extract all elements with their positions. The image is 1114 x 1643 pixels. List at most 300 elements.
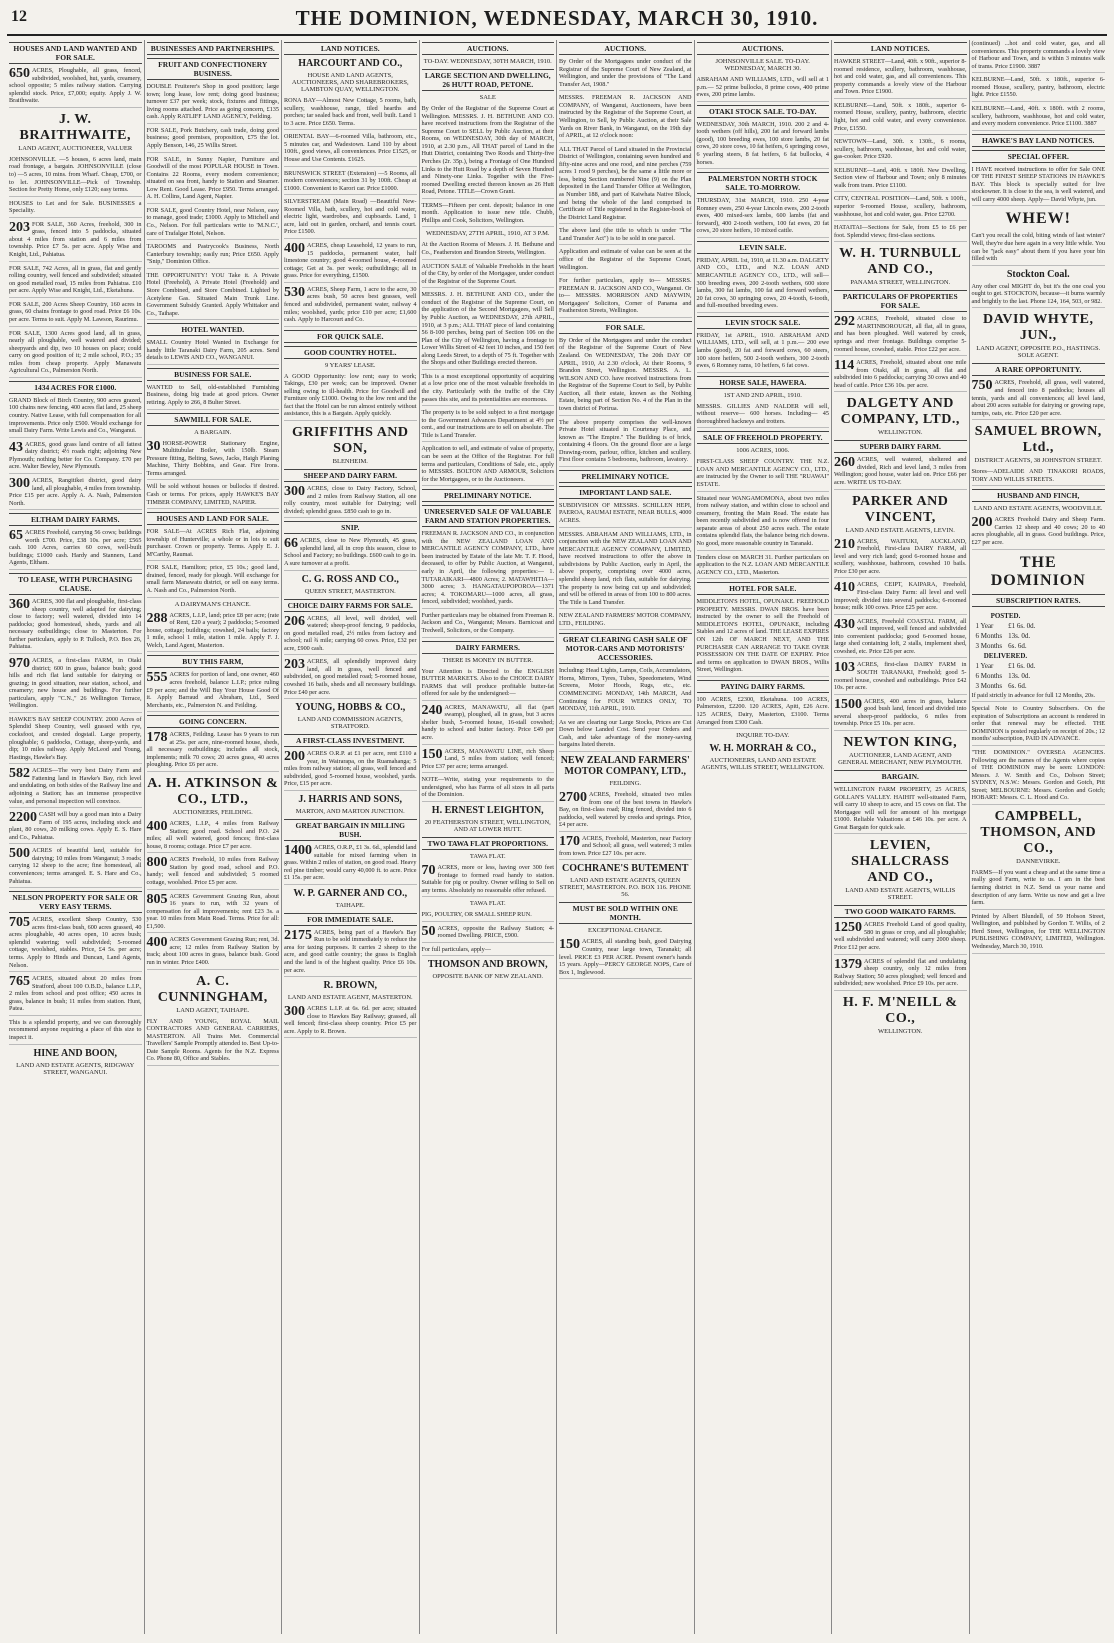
ad-text: FOR SALE, in Sunny Napier, Furniture and Goodwill of the most POPULAR HOUSE in Town. Contains 22 Rooms, every modern convenience; situated on sea front, handy to Station and Steamer. Low Rent. Good Lease. Price £950. Terms arranged. A. H. Collins, Land Agent, Napier. [146, 155, 279, 201]
column-1 [7, 40, 145, 1634]
ad-text: ALL THAT Parcel of Land situated in the Provincial District of Wellington, containing seven hundred and fifty-nine acres and one rood, and nine perches (759 acres 1 rood 9 perches), be the same a little more or less, being Section numbered Nine (9) on the Plan deposited in the Land Transfer Office at Wellington, as Number 188, and part of Kaiwhata Native Block, and being the whole of the land comprised in Certificate of Title registered in the Register-book of the District Land Registrar. [559, 145, 692, 221]
ad-text: 1ST AND 2ND APRIL, 1910. [723, 391, 802, 399]
ad-text: FOR SALE—At ACRES Rich Flat, adjoining township of Hunterville; a whole or in lots to suit purchaser. Crown or property. Terms. Apply E. J. M'Carthy, Raumai. [146, 528, 279, 558]
ad-text: ACRES, Freehold, Masterton, near Factory and School; all grass, well watered; 3 miles from town. Price £27 10s. per acre. [559, 834, 692, 857]
advertiser-subline [834, 429, 967, 436]
advertiser-name [972, 312, 1106, 344]
classified-ad [422, 241, 555, 259]
ad-text: FOR SALE, 742 Acres, all in grass, flat and gently rolling country, well fenced and subdivided; situated on good metalled road, 15 miles from Pahiatua. £10 per acre. Apply Wise and Knight, Ltd., Eketahuna. [9, 264, 142, 295]
classified-ad [9, 67, 142, 108]
ad-text: ACRES, WAITUKI, AUCKLAND, Freehold, First-class DAIRY FARM, all level and very rich land; good 6-roomed house and scullery, washhouse, bathroom, cowshed 10 bails. Price £30 per acre. [834, 537, 967, 575]
ad-text: Can't you recall the cold, biting winds of last winter? Well, they're due here again in a very little while. You can be "jack easy" about them if you have your bin filled with [971, 232, 1105, 263]
classified-ad [422, 925, 555, 943]
ad-text: HARCOURT AND CO., [298, 58, 403, 69]
ad-text: 100 ACRES, £2300, Eketahuna. 100 ACRES, Palmerston, £2200. 120 ACRES, Apiti, £26 Acre. 125 ACRES, Dairy, Masterton, £3100. Terms Arranged from £300 Cash. [696, 695, 829, 726]
advertiser-subline [422, 230, 555, 237]
ad-text: SNIP. [341, 523, 360, 533]
advertiser-name [972, 809, 1106, 857]
ad-text: TAROOMS and Pastrycook's Business, North Canterbury township; easily run; Price £650. Apply "Snip," Dominion Office. [146, 243, 279, 266]
advertiser-subline [834, 279, 967, 286]
classified-ad [284, 286, 417, 327]
classified-ad [9, 397, 142, 438]
ad-text: 1434 ACRES FOR £1000. [34, 382, 117, 392]
ad-lead-number: 500 [9, 846, 30, 862]
ad-text: HORSE-POWER Stationary Engine, Multitubular Boiler, with 150lb. Steam Pressure fitting, Belting, Saws, Jacks, Haigh Planing Machine, Thirty Bobbins, and Gear. Fire Irons. Terms arranged. [146, 439, 279, 477]
ad-text: FARMS—If you want a cheap and at the same time a really good Farm, write to us. I am in the best farming district in N.Z. Send us your name and description of any farm. Write us now and get a live farm. [971, 868, 1105, 907]
ad-lead-number: 2700 [559, 789, 587, 805]
ad-text: AUCTION SALE of Valuable Freeholds in the heart of the City, by order of the Mortgagee, under conduct of the Registrar of the Supreme Court. [421, 262, 554, 285]
ad-lead-number: 292 [834, 314, 855, 330]
ad-text: ACRES L.I.P. at 6s. 6d. per acre; situated close to Hawkes Bay Railway; grassed, all well fenced; first-class sheep country. Price £5 per acre. Apply to R. Brown. [284, 1005, 417, 1035]
ad-lead-number: 210 [834, 536, 855, 552]
ad-text: J. HARRIS AND SONS, [298, 793, 403, 805]
section-heading [972, 363, 1106, 376]
classified-ad [284, 373, 417, 421]
ad-text: Including: Head Lights, Lamps, Coils, Accumulators, Horns, Mirrors, Tyres, Tubes, Speedometers, Wind Screens, Motor Hoods, Rugs, etc., etc. COMMENCING MONDAY, 14th MARCH, And Continuing for FOUR WEEKS ONLY, TO MONDAY, 11th APRIL, 1910. [559, 667, 692, 713]
ad-text: ACRES, L.I.P., land; price £8 per acre; (rate of Rent, £20 a year); 2 paddocks; 5-roomed house, cottage; buildings; cowshed, 24 bails; factory 1 mile, school 1 mile, station 1 mile. Apply F. J. Welch, Land Agent, Masterton. [146, 611, 279, 649]
advertiser-subline [284, 362, 417, 369]
ad-text: ELTHAM DAIRY FARMS. [31, 515, 120, 525]
ad-text: FEILDING. [609, 779, 642, 787]
classified-ad [559, 938, 692, 979]
advertiser-name [422, 959, 555, 970]
ad-text: ACRES, Freehold, situated two miles from one of the best towns in Hawke's Bay, on first-class road; Ring fenced, divided into 6 paddocks, well watered by creeks and springs. Price, £4 per acre. [559, 790, 692, 829]
ad-text: MIDDLETON'S HOTEL, OPUNAKE. FREEHOLD PROPERTY. MESSRS. DWAN BROS. have been instructed by the owner to sell the Freehold of MIDDLETON'S HOTEL, OPUNAKE, including Stables and 12 acres of land. THE LEASE EXPIRES ON 12th OF MARCH NEXT, AND THE PURCHASER CAN ARRANGE TO TAKE OVER POSSESSION ON THE DATE OF EXPIRY. Price and terms on application to DWAN BROS., Willis Street, Wellington. [696, 598, 829, 674]
ad-text: A. C. CUNNINGHAM, [157, 973, 268, 1005]
ad-text: LAND AND ESTATE AGENTS, WILLIS STREET. [845, 887, 956, 902]
ad-text: LEVIEN, SHALLCRASS AND CO., [851, 838, 950, 886]
classified-ad [834, 195, 967, 221]
ad-lead-number: 1400 [284, 842, 312, 858]
classified-ad [9, 657, 142, 713]
ad-text: GOING CONCERN. [178, 717, 247, 727]
ad-text: ACRES, Freehold COASTAL FARM, all well improved, well fenced and subdivided into convenient paddocks; good 6-roomed house, large shed containing loft, 2 stalls, implement shed, cowshed, etc. Price £26 per acre. [834, 617, 967, 655]
classified-ad [559, 277, 692, 318]
ad-text: PARKER AND VINCENT, [852, 493, 949, 525]
classified-ad [834, 456, 967, 489]
ad-text: At the Auction Rooms of Messrs. J. H. Bethune and Co., Featherston and Brandon Streets, Wellington. [421, 241, 554, 256]
ad-lead-number: 114 [834, 358, 855, 374]
classified-ad [697, 554, 830, 580]
ad-text: FOR SALE, 1300 Acres good land, all in grass, nearly all ploughable, well watered and divided; sheepyards and dip, two 10 houses on place; could carry on good position of it; 2 mile school, P.O.; 35 miles from cheap property. Apply Manawatu Agricultural Co., Palmerston North. [9, 329, 142, 375]
section-heading [284, 469, 417, 482]
ad-text: AUCTIONEER, LAND AGENT, AND GENERAL MERCHANT, NEW PLYMOUTH. [838, 751, 963, 766]
section-heading [697, 431, 830, 444]
ad-text: OPPOSITE BANK OF NEW ZEALAND. [432, 973, 544, 981]
classified-ad [697, 197, 830, 238]
ad-text: BLENHEIM. [332, 458, 368, 465]
ad-text: ABRAHAM AND WILLIAMS, LTD., will sell at 1 p.m.— 52 prime bullocks, 8 prime cows, 400 prime ewes, 200 prime lambs. [696, 76, 829, 99]
classified-ad [9, 156, 142, 197]
classified-ad [972, 468, 1106, 486]
ad-lead-number: 300 [9, 475, 30, 491]
classified-ad [559, 248, 692, 274]
classified-ad [697, 598, 830, 677]
classified-ad [284, 929, 417, 977]
ad-lead-number: 206 [284, 613, 305, 629]
classified-ad [9, 200, 142, 218]
column-2 [145, 40, 283, 1634]
ad-lead-number: 2200 [9, 810, 37, 826]
classified-ad [559, 791, 692, 832]
ad-lead-number: 70 [421, 862, 436, 878]
ad-text: LAND AGENT, TAIHAPE. [176, 1006, 250, 1014]
section-heading [697, 105, 830, 118]
ad-text: TAWA FLAT. [469, 900, 506, 908]
ad-text: AUCTIONEERS, LAND AND ESTATE AGENTS, WILLIS STREET, WELLINGTON. [701, 757, 825, 772]
advertiser-name [9, 1048, 142, 1059]
ad-lead-number: 750 [971, 378, 993, 394]
classified-ad [284, 198, 417, 239]
ad-text: LAND AND ESTATE AGENT, MASTERTON. [287, 994, 413, 1002]
ad-text: FRIDAY, APRIL 1st, 1910, at 11.30 a.m. DALGETY AND CO., LTD., and N.Z. LOAN AND MERCANTILE AGENCY CO., LTD., will sell— 300 breeding ewes, 200 2-tooth wethers, 600 store lambs, 300 fat lambs, 100 fat and forward wethers, 20 fat cows, 30 springing cows, 20 4-tooth, 6-tooth, and full-mouthed breeding ewes. [696, 256, 829, 310]
ad-text: ACRES, good grass land centre of all fattest dairy district; 4½ roads right; adjoining New Plymouth; nothing better for Co. Company. £70 per acre. Walter Bewley, New Plymouth. [9, 440, 142, 471]
ad-lead-number: 150 [421, 746, 443, 762]
section-heading [9, 513, 142, 526]
ad-text: (continued) ...hot and cold water, gas, and all conveniences. This property commands a lovely view of Harbour and Town, and is within 3 minutes walk of trams. Price £1900. 3887 [971, 40, 1105, 70]
advertiser-name [284, 574, 417, 585]
section-heading [9, 381, 142, 394]
ad-text: WEDNESDAY, 30th MARCH, 1910. 200 2 and 4-tooth wethers (off hills), 200 fat and forward lambs (good), 100 breeding ewes, 100 store lambs, 20 fat cows, 20 store cows, 10 fat heifers, 6 springing cows, 6 yearling steers, 8 fat heifers, 6 fat bullocks, 4 horses. [696, 120, 829, 166]
classified-ad [147, 528, 280, 561]
ad-text: ACRES, Feilding. Lease has 9 years to run at 25s. per acre, nine-roomed house, sheds, all necessary outbuildings; includes all stock, implements; milk 70 cows; 20 acres grass, 40 acres ploughing. Price £6 per acre. [146, 731, 279, 769]
advertiser-subline [9, 145, 142, 152]
classified-ad [9, 265, 142, 298]
classified-ad [422, 530, 555, 609]
rates-cell: £1 6s. 0d. [1008, 621, 1036, 630]
ad-text: KELBURNE—Land, 50ft. x 180ft., superior 6-roomed House, scullery, pantry, bathroom, electric light. Price £1550. [971, 76, 1105, 99]
advertiser-subline [559, 877, 692, 898]
advertiser-subline [697, 58, 830, 72]
ad-text: THOMSON AND BROWN, [427, 959, 548, 971]
ad-text: HOUSES AND LAND FOR SALE. [156, 514, 269, 524]
ad-text: A GOOD Opportunity: low rent; easy to work; Takings, £30 per week; can be improved. Owner selling owing to ill-health. Price for Goodwill and Furniture only £1000. Owing to the low rent and the fact that the Hotel can be run almost entirely without assistance, this is a Bargain. Apply quickly. [284, 372, 417, 418]
ad-text: Stores—ADELAIDE AND TINAKORI ROADS, TORY AND WILLIS STREETS. [971, 468, 1105, 483]
ad-text: ACRES, L.I.P., 4 miles from Railway Station; good road. School and P.O. 24 miles; all well watered, good fences; first-class house, 8 rooms; cottage. Price £7 per acre. [146, 820, 279, 850]
ad-text: ACRES, all splendidly improved dairy land, all in grass, well fenced and subdivided, on good metalled road; 5-roomed house, cowshed 16 bails, sheds and all necessary buildings. Price £40 per acre. [284, 658, 417, 696]
section-heading [697, 42, 830, 55]
classified-ad [834, 58, 967, 99]
classified-ad [972, 913, 1106, 954]
ad-text: EXCEPTIONAL CHANCE. [587, 927, 663, 935]
advertiser-subline [834, 527, 967, 534]
ad-text: AUCTIONS. [467, 44, 509, 53]
ad-lead-number: 400 [146, 935, 168, 951]
ad-lead-number: 530 [284, 284, 305, 300]
ad-text: MUST BE SOLD WITHIN ONE MONTH. [572, 904, 678, 923]
advertiser-name [972, 269, 1106, 280]
section-heading [697, 582, 830, 595]
classified-ad [559, 337, 692, 416]
classified-ad [147, 243, 280, 269]
ad-text: FOR QUICK SALE. [317, 331, 384, 341]
section-heading [697, 172, 830, 194]
ad-lead-number: 203 [284, 657, 305, 673]
classified-ad [697, 76, 830, 102]
column-6 [695, 40, 833, 1634]
classified-ad [147, 671, 280, 712]
ad-text: HAWKE'S BAY SHEEP COUNTRY. 2000 Acres of Splendid Sheep Country, well grassed with rye, cocksfoot, and crested dogstail. Large property, ploughable; 6 paddocks, Cottage, sheep-yards, and dip; 10 miles railway. Apply McLeod and Young, Hastings, Hawke's Bay. [9, 715, 142, 761]
ad-text: FLY AND YOUNG, ROYAL MAIL CONTRACTORS AND GENERAL CARRIERS, MASTERTON. All Trains Met. Commercial Travellers' Sample Promptly attended to. Best Up-to-Date Sample Rooms. Agents for the N.Z. Express Co. Phone 80, Office and Stables. [146, 1017, 279, 1063]
ad-text: ACRES Government Grazing Run, about 16 years to run, with 32 years of compensation for all improvements; rent £23 3s. a year. 10 miles from Main Road. Terms. Price for all: £1,500. [146, 892, 279, 930]
ad-text: ACRES, MANAWATU, all flat (part swamp), ploughed, all in grass, but 3 acres shelter bush, 5-roomed house, 16-stall cowshed; handy to school and butter factory. Price £49 per acre. [421, 703, 554, 741]
ad-text: Application and estimate of value can be seen at the office of the Registrar of the Supreme Court, Wellington. [559, 248, 692, 271]
classified-ad [9, 221, 142, 262]
advertiser-name [9, 112, 142, 144]
ad-text: DALGETY AND COMPANY, LTD., [840, 396, 960, 428]
ad-text: ACRES, more or less, having over 300 feet frontage to formed road handy to station. Suitable for pig or poultry. Owner willing to Sell on any terms. Absolutely no reasonable offer refused. [421, 863, 554, 894]
ad-text: TO LEASE, WITH PURCHASING CLAUSE. [18, 575, 133, 593]
ad-text: SAWMILL FOR SALE. [174, 414, 252, 424]
rates-row [974, 612, 1038, 620]
classified-ad [147, 893, 280, 934]
subscription-rates-table [972, 610, 1040, 692]
classified-ad [147, 127, 280, 153]
ad-text: Your Attention is Directed to the ENGLISH BUTTER MARKETS. Also to the CHOICE DAIRY FARMS that will produce profitable butter-fat offered for sale by the undersigned:— [421, 667, 554, 698]
ad-text: OTAKI STOCK SALE. TO-DAY. [709, 106, 817, 116]
ad-text: HAWKE'S BAY LAND NOTICES. [982, 135, 1095, 145]
ad-text: LAND AND ESTATE AGENTS, WOODVILLE. [973, 505, 1103, 513]
classified-ad [284, 1005, 417, 1038]
ad-text: NELSON PROPERTY FOR SALE OR VERY EASY TERMS. [12, 893, 139, 912]
ad-text: This is a most exceptional opportunity of acquiring at a low price one of the most valuable freeholds in the city. Particularly with the traffic of the City passes this site, and its potentialities are enormous. [421, 372, 554, 403]
section-heading [834, 42, 967, 55]
ad-text: AUCTIONS. [604, 44, 646, 53]
ad-text: ACRES, cheap Leasehold, 12 years to run, 15 paddocks, permanent water, half limestone country; good 4-roomed house, 4-roomed cottage; Get at 3s. per week; outbuildings; all in grass. Price for everything, £1500. [284, 242, 417, 280]
advertiser-subline [284, 716, 417, 730]
ad-text: ACRES, Rangitikei district, good dairy land, all ploughable, 4 miles from township. Price £15 per acre. Apply A. A. Nash, Palmerston North. [9, 476, 142, 507]
column-5 [557, 40, 695, 1634]
section-heading [422, 489, 555, 502]
advertiser-name [284, 794, 417, 805]
ad-text: SUBSCRIPTION RATES. [996, 595, 1081, 605]
ad-text: ACRES, Ploughable, all grass, fenced, subdivided, woolshed, hut, yards, creamery, school opposite; 5 miles railway station. Carrying splendid stock. Price, £7,000; equity. Apply J. W. Braithwaite. [9, 67, 142, 105]
section-heading [284, 330, 417, 343]
classified-ad [422, 668, 555, 701]
ad-text: MESSRS. J. H. BETHUNE AND CO., under the conduct of the Registrar of the Supreme Court, on the application of the Second Mortgagees, will Sell by Public Auction, as WEDNESDAY, 27th APRIL, 1910, at 3 p.m.; ALL THAT piece of land containing 56 8-100 perches, being part of Section 106 on the Plan of the City of Wellington, having a frontage to Lower Willis Street of 42 feet 10 inches, and 150 feet along Leeds Street, to a depth of 75 ft. Together with the Shops and other Buildings erected thereon. [421, 291, 554, 367]
ad-text: PAYING DAIRY FARMS. [720, 681, 805, 691]
ad-lead-number: 66 [284, 536, 298, 552]
ad-text: PRELIMINARY NOTICE. [444, 491, 532, 501]
ad-text: LAND AGENT, AUCTIONEER, VALUER [18, 144, 133, 152]
ad-lead-number: 150 [559, 937, 580, 953]
ad-text: 9 YEARS' LEASE. [324, 361, 376, 369]
classified-ad [559, 531, 692, 610]
ad-text: HOTEL WANTED. [181, 325, 245, 335]
rates-cell: DELIVERED. [983, 651, 1028, 660]
ad-text: ACRES Freehold Dairy and Sheep Farm. Carries 12 sheep and 40 cows; 20 to 40 acres ploughable, all in grass. Good buildings. Price, £27 per acre. [971, 516, 1105, 546]
ad-text: SPECIAL OFFER. [1007, 151, 1069, 161]
rates-row [974, 642, 1038, 650]
classified-ad [559, 502, 692, 528]
ad-text: A DAIRYMAN'S CHANCE. [174, 600, 251, 608]
classified-ad [834, 315, 967, 356]
ad-lead-number: 200 [284, 749, 305, 765]
ad-text: GRIFFITHS AND SON, [291, 425, 409, 456]
ad-text: ACRES, first-class DAIRY FARM in SOUTH TARANAKI, Freehold; good 5-roomed house, cowshed and outbuildings. Price £42 10s. per acre. [834, 661, 967, 692]
advertiser-name [147, 776, 280, 808]
advertiser-subline [284, 72, 417, 93]
section-heading [422, 505, 555, 527]
classified-ad [559, 146, 692, 225]
ad-lead-number: 1379 [834, 956, 862, 972]
ad-text: ACRES Freehold Land of good quality, 580 in grass or crop, and all ploughable; well subdivided and watered; will carry 2000 sheep. Price £12 per acre. [834, 921, 967, 951]
advertiser-name [284, 702, 417, 713]
classified-ad [834, 958, 967, 991]
classified-ad [834, 661, 967, 694]
advertiser-subline [972, 345, 1106, 359]
classified-ad [972, 869, 1106, 910]
classified-ad [147, 1018, 280, 1066]
ad-text: ACRES for portion of land, one owner, 460 acres freehold, balance L.I.P.; price ruling £9 per acre; and the Will Buy Your House Good Of it. Apply Barraud and Abraham, Ltd., Seed Merchants, etc., Palmerston N. and Feilding. [146, 671, 279, 709]
ad-text: WANTED to Sell, old-established Furnishing Business, doing big trade at good prices. Owner retiring. Apply to 266, 8 Bulter Street. [146, 383, 279, 406]
classified-ad [834, 786, 967, 834]
classified-ad [9, 975, 142, 1016]
classified-ad [697, 332, 830, 373]
section-heading [972, 150, 1106, 163]
ad-text: THE DOMINION [990, 553, 1086, 589]
advertiser-subline [422, 58, 555, 65]
classified-ad [147, 731, 280, 772]
ad-text: KELBURNE—Land, 40ft. x 180ft. New Dwelling, Section view of Harbour and Town; only 8 minutes walk from tram. Price £1100. [834, 166, 967, 189]
ad-lead-number: 1500 [834, 696, 862, 712]
ad-text: LARGE SECTION AND DWELLING, 26 HUTT ROAD, PETONE. [424, 71, 551, 89]
classified-ad [422, 409, 555, 442]
ad-text: ACRES, excellent Sheep Country, 530 acres first-class bush, 600 acres grassed, 40 acres ploughable, 40 acres open, 10 acres bush; splendid watering; well subdivided; 5-roomed cottage, woolshed, stables. Price, £4 5s. per acre; terms. Apply to Hinds and Duncan, Land Agents, Nelson. [9, 916, 142, 969]
section-heading [147, 655, 280, 668]
classified-ad [9, 767, 142, 808]
classified-ad [422, 445, 555, 486]
page-title: THE DOMINION, WEDNESDAY, MARCH 30, 1910. [295, 6, 819, 30]
ad-text: LEVIN STOCK SALE. [725, 317, 801, 327]
classified-ad [697, 257, 830, 313]
ad-text: ACRES, Freehold, situated about one mile from Otaki, all in grass, all flat and subdivided into 6 paddocks; carrying 30 cows and 40 head of cattle. Price £36 10s. per acre. [834, 359, 967, 389]
ad-text: LAND AGENT, OPPOSITE P.O., HASTINGS. SOLE AGENT. [976, 345, 1101, 360]
section-heading [697, 680, 830, 693]
classified-ad [147, 83, 280, 124]
ad-text: BARGAIN. [881, 771, 919, 781]
ad-text: HOUSES to Let and for Sale. BUSINESSES a Speciality. [9, 199, 142, 215]
classified-ad [284, 537, 417, 570]
ad-text: AUCTIONEERS, FEILDING. [172, 809, 253, 816]
ad-text: A. H. ATKINSON & CO., LTD., [147, 776, 279, 807]
section-heading [9, 42, 142, 64]
ad-lead-number: 178 [146, 730, 168, 746]
advertiser-name [422, 805, 555, 816]
advertiser-subline [972, 505, 1106, 512]
rates-row [974, 682, 1038, 690]
ad-text: SALE OF FREEHOLD PROPERTY. [702, 433, 823, 443]
ad-text: LAND AND ESTATE AGENTS, LEVIN. [845, 526, 955, 534]
section-heading [559, 633, 692, 664]
ad-text: THE OPPORTUNITY! YOU Take it. A Private Hotel (Freehold), A Private Hotel (Freehold) and Store Combined, and Store Combined. Lighted by Acetylene Gas. Situated Main Trunk Line. Government Subsidy Granted. Apply Whittaker and Co., Taihape. [146, 271, 279, 317]
ad-text: GREAT CLEARING CASH SALE OF MOTOR-CARS AND MOTORISTS' ACCESSORIES. [562, 635, 688, 663]
ad-text: MESSRS. ABRAHAM AND WILLIAMS, LTD., in conjunction with the NEW ZEALAND LOAN AND MERCANTILE AGENCY COMPANY, LIMITED, have received instructions to offer the above in subdivisions by Public Auction, early in April, the above property, comprising over 4000 acres, splendid sheep land, rich flats, suitable for dairying. The property is now being cut up and subdivided; and will be offered in areas of from 100 to 800 acres. The Title is Land Transfer. [559, 530, 692, 606]
ad-text: INQUIRE TO-DAY. [736, 732, 790, 740]
section-heading [422, 641, 555, 654]
advertiser-name [147, 974, 280, 1006]
rates-cell: 1 Year [975, 621, 994, 630]
ad-text: ACRES—The very best Dairy Farm and Fattening land in Hawke's Bay, rich level and undulating, on both sides of the Railway line and adjoining a Station; has an immense prospective value, and personal inspection will convince. [9, 767, 142, 805]
ad-lead-number: 65 [9, 528, 23, 544]
ad-text: WELLINGTON. [878, 1027, 923, 1035]
ad-text: Further particulars may be obtained from Freeman R. Jackson and Co., Wanganui; Messrs. Barnicoat and Tredwell, Solicitors, or the Company. [421, 611, 554, 634]
ad-text: HOUSES AND LAND WANTED AND FOR SALE. [13, 44, 138, 62]
ad-text: PALMERSTON NORTH STOCK SALE. TO-MORROW. [708, 174, 818, 193]
classified-ad [559, 835, 692, 861]
ad-text: FOR SALE, 360 Acres, freehold, 300 in grass, fenced into 5 paddocks, situated about 4 miles from station and 6 miles from township. Price £7 5s. per acre. Apply Wise and Knight, Ltd., Pahiatua. [9, 220, 142, 258]
advertiser-subline [422, 900, 555, 907]
ad-text: ACRES, a first-class FARM, in Otaki district; 600 in grass, balance bush; good hills and rich flat land suitable for dairying or grazing; in good situation, near station, school, and creamery; new house and buildings. For further particulars, apply "C.N.," 26 Wellington Terrace, Wellington. [9, 656, 142, 710]
ad-text: For further particulars, apply to— MESSRS. FREEMAN R. JACKSON AND CO., Wanganui. Or to— MESSRS. MORRISON AND MAYWIN, Mortgagees' Solicitors, Corner of Panama and Featherston Streets, Wellington. [559, 277, 692, 315]
classified-ad [559, 612, 692, 630]
advertiser-subline [559, 927, 692, 934]
ad-text: FRUIT AND CONFECTIONERY BUSINESS. [158, 60, 268, 78]
ad-text: W. P. GARNER AND CO., [293, 887, 408, 899]
ad-text: MESSRS. FREEMAN R. JACKSON AND COMPANY, of Wanganui, Auctioneers, have been instructed by the Registrar of the Supreme Court, at Wellington, to Sell, by Public Auction, at their Sale Yards on River Bank, in Wanganui, on the 19th day of APRIL, at 12 o'clock noon: [559, 94, 692, 140]
classified-ad [284, 485, 417, 518]
classified-ad [834, 538, 967, 579]
classified-ad [972, 166, 1106, 207]
classified-ad [284, 242, 417, 283]
advertiser-subline [834, 752, 967, 766]
ad-text: The above property comprises the well-known Private Hotel situated in Courtenay Place, and known as "The Empire." The Building is of brick, containing 4 floors. On the ground floor are a large Drawing-room, parlour, office, kitchen and scullery. First floor contains 5 bedrooms, bathroom, lavatory. [559, 418, 692, 464]
ad-text: COCHRANE'S BUTEMENT [562, 863, 689, 875]
ad-text: HATAITAI—Sections for Sale, from £5 to £6 per foot. Splendid views; first-class sections. [834, 224, 967, 239]
advertiser-name [834, 494, 967, 526]
classified-ad [147, 384, 280, 410]
rates-cell: 6 Months [975, 671, 1003, 680]
section-heading [284, 734, 417, 747]
section-heading [284, 346, 417, 359]
classified-ad [9, 847, 142, 888]
column-7 [832, 40, 970, 1634]
ad-text: FOR SALE, 200 Acres Sheep Country, 160 acres in grass, 60 chains frontage to good road. Price £6 10s. per acre. Terms to suit. Apply M. Lawson, Raurimu. [9, 300, 142, 323]
classified-ad [834, 359, 967, 392]
ad-text: DAIRY FARMERS. [455, 642, 520, 652]
ad-text: THURSDAY, 31st MARCH, 1910. 250 4-year Romney ewes, 250 4-year Lincoln ewes, 200 2-tooth ewes, 400 mixed-sex lambs, 600 lambs (fat and forward), 400 2-tooth wethers, 100 fat ewes, 20 fat cows, 20 store heifers, 10 mixed cattle. [696, 197, 829, 235]
ad-lead-number: 170 [559, 833, 580, 849]
ad-lead-number: 360 [9, 597, 30, 612]
classified-ad [147, 483, 280, 509]
ad-lead-number: 430 [834, 616, 855, 632]
ad-text: ACRES, 300 flat and ploughable, first-class sheep country, well adapted for dairying; close to factory; well watered, divided into 14 paddocks; good homestead, sheds, yards and all necessary outbuildings; close to Masterton. For further particulars, apply to P. Tulloch, P.O. Box 26, Pahiatua. [9, 598, 142, 651]
ad-text: ACRES of splendid flat and undulating sheep country, only 12 miles from Railway Station; 50 acres ploughed; well fenced and subdivided; new woolshed. Price £9 10s. per acre. [834, 957, 967, 988]
advertiser-name [697, 743, 830, 754]
section-heading [559, 486, 692, 499]
ad-text: HUSBAND AND FINCH, [997, 491, 1080, 501]
classified-ad [834, 167, 967, 193]
advertiser-subline [422, 819, 555, 833]
ad-text: FOR SALE. [605, 322, 645, 332]
ad-text: A RARE OPPORTUNITY. [995, 365, 1082, 375]
classified-ad [697, 458, 830, 491]
advertiser-subline [147, 809, 280, 816]
ad-text: SALE [479, 94, 496, 101]
advertiser-subline [284, 588, 417, 595]
ad-text: CITY, CENTRAL POSITION—Land, 50ft. x 100ft., superior 9-roomed House, scullery, bathroom, washhouse, hot and cold water, gas. Price £2700. [834, 195, 967, 218]
classified-ad [834, 921, 967, 954]
advertiser-name [834, 246, 967, 278]
classified-ad [972, 76, 1106, 102]
rates-row [974, 652, 1038, 660]
section-heading [147, 413, 280, 426]
ad-text: HOUSE AND LAND AGENTS, AUCTIONEERS, AND SHAREBROKERS, LAMBTON QUAY, WELLINGTON. [291, 72, 409, 93]
classified-ad [422, 291, 555, 370]
ad-text: ACRES, O.R.P., £1 3s. 6d., splendid land suitable for mixed farming when in grass. Within 2 miles of station, on good road. Heavy red pine timber; would carry 40,000 ft. to acre. Price £1 15s. per acre. [284, 843, 417, 882]
ad-lead-number: 240 [421, 702, 443, 718]
ad-text: NEW ZEALAND FARMERS' MOTOR COMPANY, LTD., [560, 754, 690, 777]
